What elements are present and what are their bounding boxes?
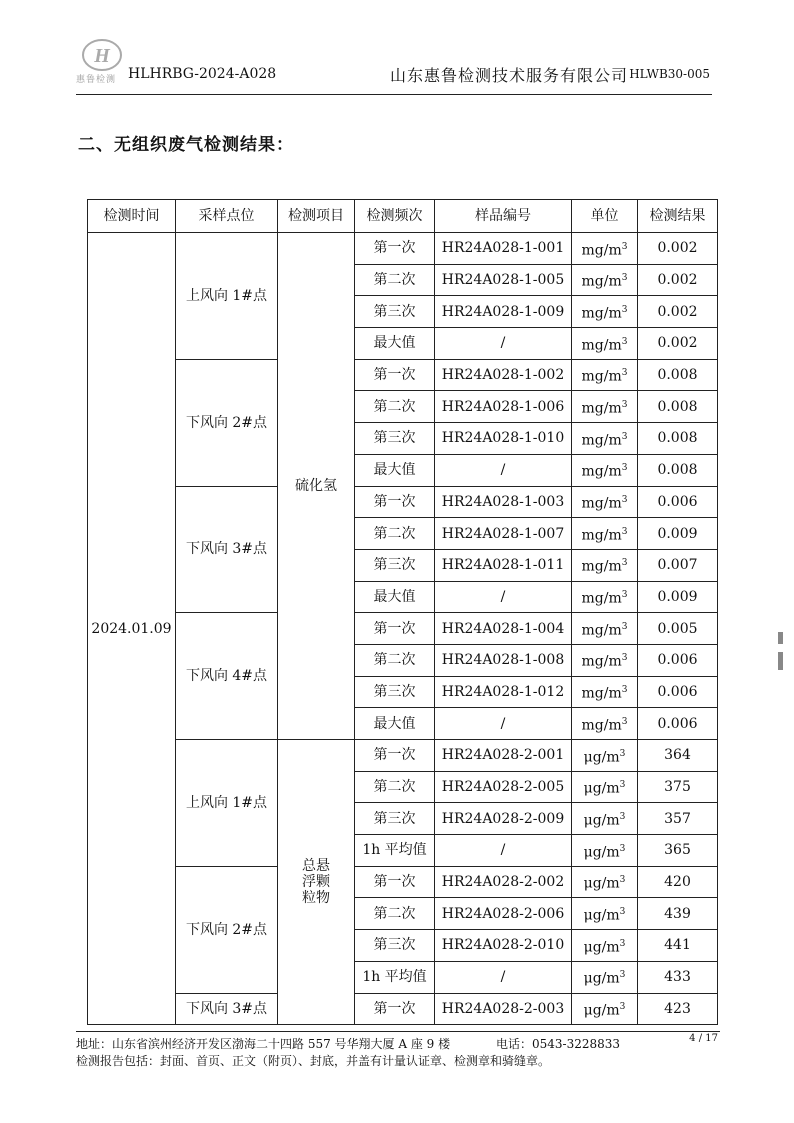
result-cell: 357 xyxy=(638,803,718,835)
column-header: 检测时间 xyxy=(88,200,176,233)
company-name: 山东惠鲁检测技术服务有限公司 xyxy=(389,66,628,85)
unit-cell xyxy=(572,233,638,265)
unit-cell xyxy=(572,423,638,455)
result-cell: 0.007 xyxy=(638,549,718,581)
frequency-cell: 第三次 xyxy=(355,423,435,455)
frequency-cell: 最大值 xyxy=(355,708,435,740)
frequency-cell: 1h 平均值 xyxy=(355,835,435,867)
result-cell: 0.006 xyxy=(638,486,718,518)
column-header: 检测频次 xyxy=(355,200,435,233)
frequency-cell: 第一次 xyxy=(355,993,435,1025)
unit-cell xyxy=(572,486,638,518)
unit-text: μg/m xyxy=(583,812,620,829)
unit-cell xyxy=(572,898,638,930)
unit-text: mg/m xyxy=(581,654,622,671)
sample-id-cell: HR24A028-1-004 xyxy=(435,613,572,645)
frequency-cell: 第一次 xyxy=(355,233,435,265)
frequency-cell: 第一次 xyxy=(355,866,435,898)
unit-exponent: 3 xyxy=(619,875,626,886)
unit-text: μg/m xyxy=(583,1002,620,1019)
sample-id-cell: HR24A028-1-003 xyxy=(435,486,572,518)
company-logo-icon xyxy=(80,38,124,74)
unit-text: mg/m xyxy=(581,590,622,607)
result-cell: 0.006 xyxy=(638,644,718,676)
frequency-cell: 第三次 xyxy=(355,676,435,708)
page-number: 4 / 17 xyxy=(689,1033,718,1044)
sample-id-cell: HR24A028-2-006 xyxy=(435,898,572,930)
unit-text: mg/m xyxy=(581,527,622,544)
result-cell: 0.008 xyxy=(638,391,718,423)
sampling-point-cell: 上风向 1#点 xyxy=(176,740,278,867)
sample-id-cell: HR24A028-2-002 xyxy=(435,866,572,898)
unit-cell xyxy=(572,391,638,423)
table-row xyxy=(88,359,718,391)
sample-id-cell: / xyxy=(435,708,572,740)
sampling-point-cell: 下风向 4#点 xyxy=(176,613,278,740)
sample-id-cell: HR24A028-2-010 xyxy=(435,930,572,962)
unit-cell xyxy=(572,518,638,550)
result-cell: 0.008 xyxy=(638,454,718,486)
unit-cell xyxy=(572,676,638,708)
unit-cell xyxy=(572,581,638,613)
logo-caption: 惠鲁检测 xyxy=(76,75,117,85)
unit-cell xyxy=(572,771,638,803)
report-number: HLHRBG-2024-A028 xyxy=(128,66,277,82)
unit-exponent: 3 xyxy=(621,273,628,284)
table-row xyxy=(88,866,718,898)
scan-edge-mark xyxy=(778,652,783,670)
frequency-cell: 第一次 xyxy=(355,613,435,645)
unit-text: mg/m xyxy=(581,622,622,639)
frequency-cell: 第二次 xyxy=(355,644,435,676)
column-header: 采样点位 xyxy=(176,200,278,233)
unit-exponent: 3 xyxy=(619,938,626,949)
sample-id-cell: HR24A028-1-011 xyxy=(435,549,572,581)
sample-id-cell: HR24A028-1-012 xyxy=(435,676,572,708)
form-number: HLWB30-005 xyxy=(629,67,710,81)
unit-text: mg/m xyxy=(581,242,622,259)
unit-exponent: 3 xyxy=(619,811,626,822)
unit-cell xyxy=(572,264,638,296)
sample-id-cell: HR24A028-1-006 xyxy=(435,391,572,423)
result-cell: 364 xyxy=(638,740,718,772)
footer-address: 地址：山东省滨州经济开发区渤海二十四路 557 号华翔大厦 A 座 9 楼 xyxy=(76,1037,451,1051)
test-item-cell: 硫化氢 xyxy=(278,233,355,740)
unit-exponent: 3 xyxy=(621,716,628,727)
unit-cell xyxy=(572,328,638,360)
unit-exponent: 3 xyxy=(621,495,628,506)
footer-phone: 电话：0543-3228833 xyxy=(496,1037,621,1051)
unit-exponent: 3 xyxy=(621,368,628,379)
sample-id-cell: / xyxy=(435,961,572,993)
unit-cell xyxy=(572,454,638,486)
unit-exponent: 3 xyxy=(619,780,626,791)
sample-id-cell: / xyxy=(435,454,572,486)
unit-text: μg/m xyxy=(583,907,620,924)
sample-id-cell: HR24A028-2-005 xyxy=(435,771,572,803)
unit-exponent: 3 xyxy=(619,748,626,759)
frequency-cell: 第二次 xyxy=(355,391,435,423)
frequency-cell: 第一次 xyxy=(355,740,435,772)
unit-cell xyxy=(572,708,638,740)
sampling-point-cell: 上风向 1#点 xyxy=(176,233,278,360)
unit-text: μg/m xyxy=(583,749,620,766)
sample-id-cell: / xyxy=(435,581,572,613)
unit-exponent: 3 xyxy=(621,336,628,347)
sampling-point-cell: 下风向 3#点 xyxy=(176,993,278,1025)
unit-exponent: 3 xyxy=(621,241,628,252)
result-cell: 375 xyxy=(638,771,718,803)
sample-id-cell: HR24A028-2-001 xyxy=(435,740,572,772)
sample-id-cell: HR24A028-2-003 xyxy=(435,993,572,1025)
unit-exponent: 3 xyxy=(621,653,628,664)
page-header xyxy=(76,38,712,95)
unit-cell xyxy=(572,740,638,772)
unit-text: μg/m xyxy=(583,875,620,892)
unit-cell xyxy=(572,296,638,328)
result-cell: 0.002 xyxy=(638,328,718,360)
table-row xyxy=(88,233,718,265)
frequency-cell: 第二次 xyxy=(355,898,435,930)
unit-text: mg/m xyxy=(581,495,622,512)
result-cell: 0.002 xyxy=(638,233,718,265)
unit-exponent: 3 xyxy=(621,526,628,537)
frequency-cell: 第二次 xyxy=(355,264,435,296)
test-item-cell: 总悬浮颗粒物 xyxy=(278,740,355,1025)
frequency-cell: 第三次 xyxy=(355,930,435,962)
frequency-cell: 第一次 xyxy=(355,359,435,391)
unit-cell xyxy=(572,613,638,645)
table-body xyxy=(88,233,718,1025)
unit-text: mg/m xyxy=(581,463,622,480)
sample-id-cell: HR24A028-1-001 xyxy=(435,233,572,265)
unit-cell xyxy=(572,930,638,962)
sampling-point-cell: 下风向 3#点 xyxy=(176,486,278,613)
unit-cell xyxy=(572,835,638,867)
frequency-cell: 第二次 xyxy=(355,518,435,550)
unit-cell xyxy=(572,803,638,835)
table-row xyxy=(88,486,718,518)
footer-note: 检测报告包括：封面、首页、正文（附页）、封底，并盖有计量认证章、检测章和骑缝章。 xyxy=(76,1054,551,1068)
unit-text: mg/m xyxy=(581,559,622,576)
sample-id-cell: HR24A028-1-007 xyxy=(435,518,572,550)
column-header: 单位 xyxy=(572,200,638,233)
frequency-cell: 第二次 xyxy=(355,771,435,803)
unit-text: mg/m xyxy=(581,685,622,702)
unit-text: mg/m xyxy=(581,305,622,322)
frequency-cell: 最大值 xyxy=(355,328,435,360)
frequency-cell: 1h 平均值 xyxy=(355,961,435,993)
unit-exponent: 3 xyxy=(621,621,628,632)
sample-id-cell: HR24A028-2-009 xyxy=(435,803,572,835)
unit-text: mg/m xyxy=(581,368,622,385)
unit-exponent: 3 xyxy=(619,843,626,854)
unit-text: μg/m xyxy=(583,970,620,987)
sample-id-cell: HR24A028-1-010 xyxy=(435,423,572,455)
result-cell: 0.006 xyxy=(638,676,718,708)
table-row xyxy=(88,613,718,645)
result-cell: 439 xyxy=(638,898,718,930)
unit-cell xyxy=(572,644,638,676)
unit-cell xyxy=(572,359,638,391)
date-cell: 2024.01.09 xyxy=(88,233,176,1025)
sample-id-cell: / xyxy=(435,328,572,360)
unit-exponent: 3 xyxy=(619,970,626,981)
sample-id-cell: HR24A028-1-009 xyxy=(435,296,572,328)
unit-exponent: 3 xyxy=(621,399,628,410)
unit-text: mg/m xyxy=(581,717,622,734)
unit-cell xyxy=(572,549,638,581)
unit-text: mg/m xyxy=(581,432,622,449)
page-footer xyxy=(76,1031,720,1068)
frequency-cell: 第一次 xyxy=(355,486,435,518)
result-cell: 0.002 xyxy=(638,296,718,328)
unit-exponent: 3 xyxy=(621,590,628,601)
unit-text: μg/m xyxy=(583,939,620,956)
frequency-cell: 第三次 xyxy=(355,803,435,835)
frequency-cell: 最大值 xyxy=(355,581,435,613)
unit-exponent: 3 xyxy=(619,1002,626,1013)
unit-text: mg/m xyxy=(581,273,622,290)
frequency-cell: 最大值 xyxy=(355,454,435,486)
result-cell: 441 xyxy=(638,930,718,962)
unit-text: mg/m xyxy=(581,400,622,417)
unit-cell xyxy=(572,993,638,1025)
unit-exponent: 3 xyxy=(621,558,628,569)
sample-id-cell: HR24A028-1-002 xyxy=(435,359,572,391)
sample-id-cell: / xyxy=(435,835,572,867)
table-row xyxy=(88,740,718,772)
column-header: 检测结果 xyxy=(638,200,718,233)
result-cell: 0.009 xyxy=(638,518,718,550)
result-cell: 0.006 xyxy=(638,708,718,740)
table-header-row xyxy=(88,200,718,233)
unit-text: mg/m xyxy=(581,337,622,354)
sampling-point-cell: 下风向 2#点 xyxy=(176,866,278,993)
svg-text:H: H xyxy=(94,45,110,67)
result-cell: 0.008 xyxy=(638,359,718,391)
frequency-cell: 第三次 xyxy=(355,296,435,328)
result-cell: 423 xyxy=(638,993,718,1025)
unit-cell xyxy=(572,866,638,898)
result-cell: 365 xyxy=(638,835,718,867)
column-header: 检测项目 xyxy=(278,200,355,233)
unit-exponent: 3 xyxy=(621,685,628,696)
result-cell: 433 xyxy=(638,961,718,993)
result-cell: 0.002 xyxy=(638,264,718,296)
table-row xyxy=(88,993,718,1025)
sampling-point-cell: 下风向 2#点 xyxy=(176,359,278,486)
sample-id-cell: HR24A028-1-008 xyxy=(435,644,572,676)
unit-text: μg/m xyxy=(583,780,620,797)
unit-exponent: 3 xyxy=(621,463,628,474)
sample-id-cell: HR24A028-1-005 xyxy=(435,264,572,296)
unit-exponent: 3 xyxy=(619,906,626,917)
results-table xyxy=(87,199,718,1025)
result-cell: 420 xyxy=(638,866,718,898)
frequency-cell: 第三次 xyxy=(355,549,435,581)
scan-edge-mark xyxy=(778,632,783,644)
result-cell: 0.005 xyxy=(638,613,718,645)
unit-cell xyxy=(572,961,638,993)
section-title: 二、无组织废气检测结果： xyxy=(78,135,294,155)
unit-exponent: 3 xyxy=(621,304,628,315)
result-cell: 0.008 xyxy=(638,423,718,455)
result-cell: 0.009 xyxy=(638,581,718,613)
unit-exponent: 3 xyxy=(621,431,628,442)
column-header: 样品编号 xyxy=(435,200,572,233)
unit-text: μg/m xyxy=(583,844,620,861)
